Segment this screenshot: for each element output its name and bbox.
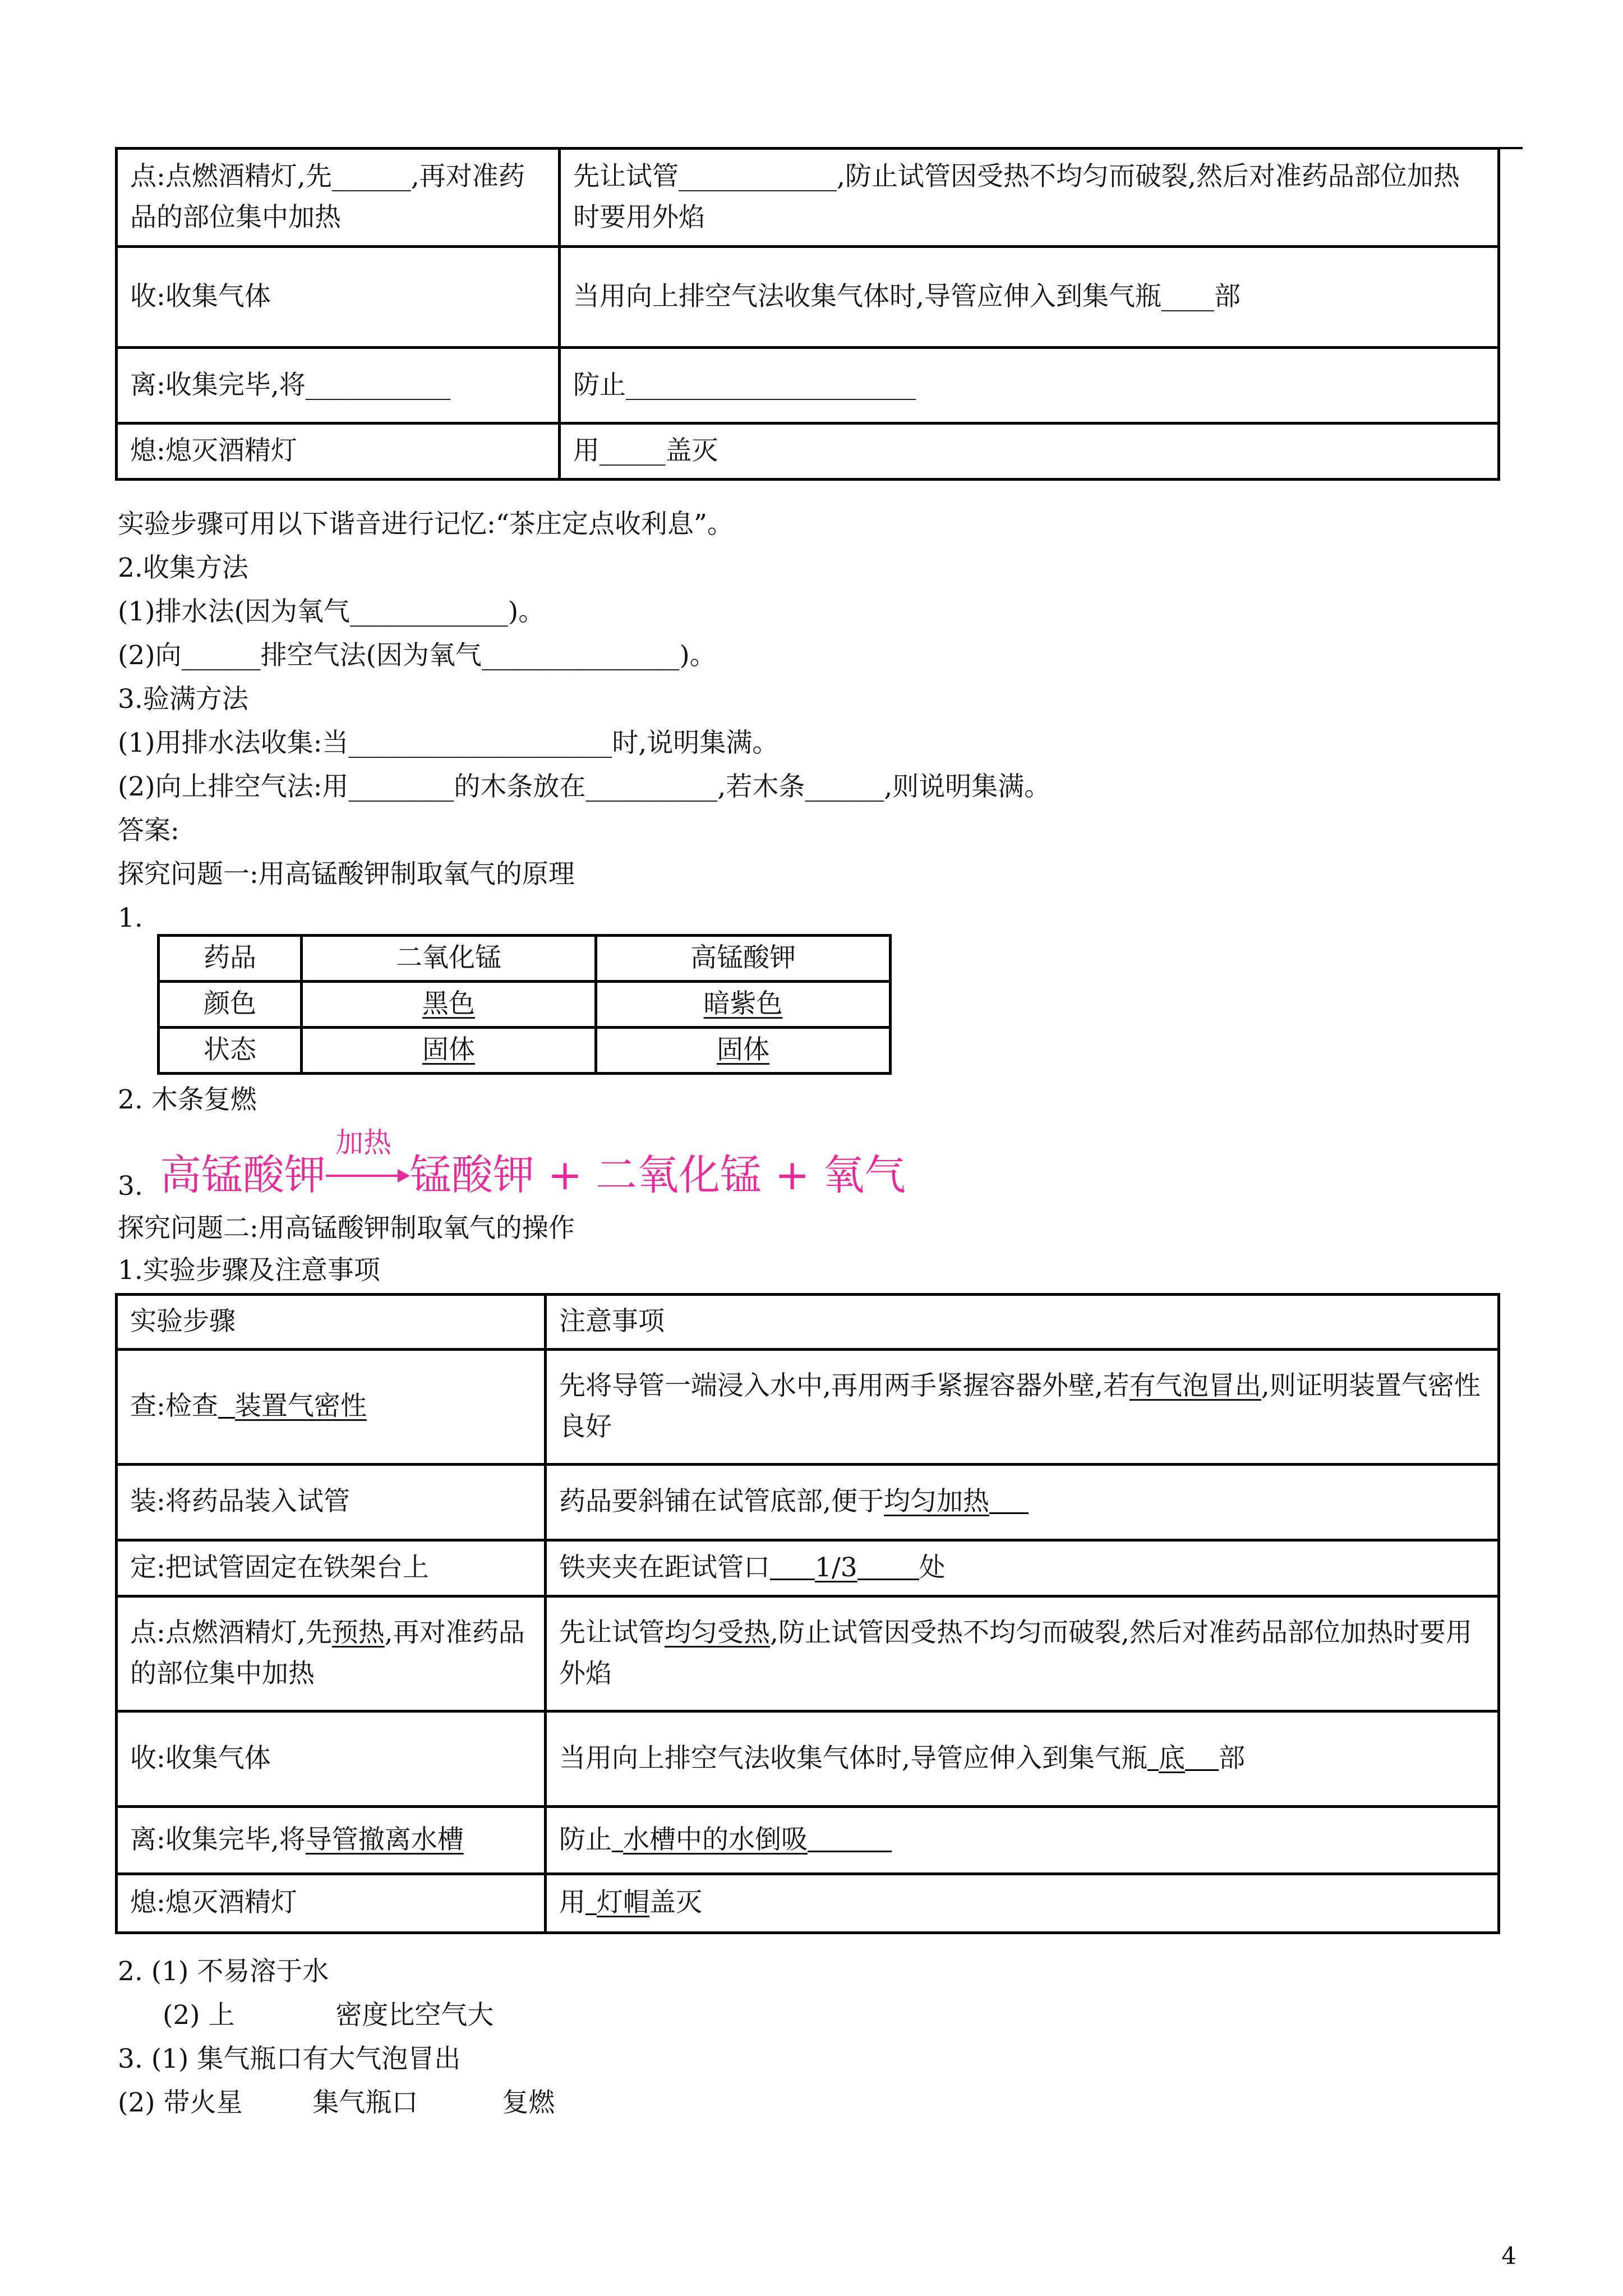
- step-cell: 熄:熄灭酒精灯: [117, 424, 560, 480]
- answer-line: 2. (1) 不易溶于水: [118, 1956, 329, 1987]
- question-line: (1)排水法(因为氧气____________)。: [118, 596, 545, 627]
- step-cell: 点:点燃酒精灯,先______,再对准药品的部位集中加热: [117, 149, 560, 247]
- note-cell: 当用向上排空气法收集气体时,导管应伸入到集气瓶____部: [560, 247, 1499, 348]
- item-number: 1.: [118, 903, 143, 933]
- step-cell: [117, 1596, 546, 1711]
- step-text: 查:检查: [130, 1391, 218, 1422]
- note-cell: [546, 1596, 1499, 1711]
- answer-text: 导管撤离水槽: [305, 1824, 464, 1855]
- item-number: 3.: [118, 1171, 143, 1202]
- note-text: 药品要斜铺在试管底部,便于: [559, 1486, 884, 1517]
- step-text: 点:点燃酒精灯,先: [130, 1617, 332, 1648]
- answer-text: 底: [1158, 1742, 1185, 1774]
- note-text: 先让试管: [559, 1617, 665, 1648]
- note-cell: [546, 1806, 1499, 1874]
- note-cell: 防止______________________: [560, 348, 1499, 424]
- answers-label: 答案:: [118, 815, 179, 846]
- reaction-arrow-icon: [326, 1157, 410, 1198]
- answer-text: 暗紫色: [703, 988, 783, 1019]
- section-heading: 3.验满方法: [118, 684, 248, 715]
- header-cell: 药品: [159, 936, 302, 982]
- answer-text: 均匀加热: [883, 1486, 989, 1517]
- step-cell: [117, 1806, 546, 1874]
- note-text: 用: [559, 1887, 585, 1918]
- mnemonic-text: 实验步骤可用以下谐音进行记忆:“茶庄定点收利息”。: [118, 509, 734, 540]
- step-text: ,再对准药品的部位集中加热: [130, 1617, 525, 1689]
- properties-table: [157, 934, 892, 1075]
- header-cell: 二氧化锰: [302, 936, 596, 982]
- note-text: 防止: [559, 1824, 612, 1855]
- row-label: 颜色: [159, 981, 302, 1027]
- answer-text: 均匀受热: [665, 1617, 770, 1648]
- question-line: (2)向上排空气法:用________的木条放在__________,若木条______,则说明集满。: [118, 771, 1051, 802]
- table-row: [117, 1540, 1499, 1596]
- note-cell: [546, 1874, 1499, 1932]
- reaction-condition: 加热: [335, 1126, 391, 1159]
- step-cell: 离:收集完毕,将___________: [117, 348, 560, 424]
- reactant: 高锰酸钾: [160, 1151, 326, 1199]
- table-row: [117, 1711, 1499, 1806]
- page-number: 4: [1501, 2242, 1516, 2270]
- answer-text: 复燃: [502, 2087, 555, 2118]
- table-row: [117, 149, 1499, 247]
- table-row: [117, 1596, 1499, 1711]
- table-row: [117, 1806, 1499, 1874]
- header-cell: 高锰酸钾: [596, 936, 891, 982]
- reaction-equation: [160, 1144, 906, 1207]
- answer-text: 集气瓶口: [312, 2087, 418, 2118]
- answer-line: 3. (1) 集气瓶口有大气泡冒出: [118, 2044, 461, 2074]
- answer-text: (2) 上: [163, 2000, 235, 2031]
- table-row: [117, 1464, 1499, 1540]
- table-cell: [596, 981, 891, 1027]
- note-cell: [546, 1349, 1499, 1464]
- table-row: [159, 1027, 891, 1073]
- table-row: [159, 981, 891, 1027]
- answer-text: 有气泡冒出: [1129, 1370, 1261, 1401]
- table-row: [117, 1295, 1499, 1350]
- answer-line: 2. 木条复燃: [118, 1084, 257, 1115]
- question-line: (2)向______排空气法(因为氧气_______________)。: [118, 640, 716, 671]
- answer-text: 预热: [331, 1617, 385, 1648]
- section-heading: 探究问题二:用高锰酸钾制取氧气的操作: [118, 1213, 575, 1244]
- note-text: 处: [919, 1552, 946, 1583]
- note-cell: 用_____盖灭: [560, 424, 1499, 480]
- step-text: 离:收集完毕,将: [130, 1824, 306, 1855]
- step-cell: 装:将药品装入试管: [117, 1464, 546, 1540]
- note-text: 先将导管一端浸入水中,再用两手紧握容器外壁,若: [559, 1370, 1129, 1401]
- answer-text: 黑色: [422, 988, 475, 1019]
- answer-line: [163, 1996, 494, 2036]
- table-row: [117, 247, 1499, 348]
- table-cell: [302, 1027, 596, 1073]
- steps-answer-table: [115, 1293, 1500, 1934]
- answer-text: (2) 带火星: [118, 2087, 243, 2118]
- note-cell: 先让试管____________,防止试管因受热不均匀而破裂,然后对准药品部位加热时要用外焰: [560, 149, 1499, 247]
- note-text: 盖灭: [649, 1887, 702, 1918]
- answer-text: 密度比空气大: [335, 2000, 494, 2031]
- note-text: ,防止试管因受热不均匀而破裂,然后对准药品部位加热时要用外焰: [559, 1617, 1472, 1689]
- note-cell: [546, 1711, 1499, 1806]
- table-row: [117, 1349, 1499, 1464]
- answer-text: 固体: [422, 1034, 475, 1065]
- section-heading: 2.收集方法: [118, 553, 248, 583]
- section-heading: 探究问题一:用高锰酸钾制取氧气的原理: [118, 859, 575, 890]
- step-cell: [117, 1349, 546, 1464]
- table-row: [159, 936, 891, 982]
- question-line: (1)用排水法收集:当____________________时,说明集满。: [118, 728, 779, 758]
- note-text: ,则证明装置气密性良好: [559, 1370, 1481, 1442]
- answer-text: 1/3: [815, 1552, 857, 1583]
- step-cell: 收:收集气体: [117, 1711, 546, 1806]
- answer-text: 灯帽: [597, 1887, 649, 1918]
- note-text: 部: [1218, 1742, 1245, 1774]
- answer-line: [118, 2083, 555, 2123]
- table-row: [117, 348, 1499, 424]
- step-cell: 熄:熄灭酒精灯: [117, 1874, 546, 1932]
- table-cell: [302, 981, 596, 1027]
- answer-text: 固体: [717, 1034, 769, 1065]
- row-label: 状态: [159, 1027, 302, 1073]
- step-cell: 定:把试管固定在铁架台上: [117, 1540, 546, 1596]
- note-text: 铁夹夹在距试管口: [559, 1552, 770, 1583]
- header-cell: 注意事项: [546, 1295, 1499, 1350]
- table-row: [117, 1874, 1499, 1932]
- note-cell: [546, 1540, 1499, 1596]
- steps-exercise-table: [115, 147, 1500, 481]
- table-row: [117, 424, 1499, 480]
- answer-text: 水槽中的水倒吸: [623, 1824, 808, 1855]
- header-cell: 实验步骤: [117, 1295, 546, 1350]
- products: 锰酸钾 + 二氧化锰 + 氧气: [410, 1151, 906, 1199]
- note-text: 当用向上排空气法收集气体时,导管应伸入到集气瓶: [559, 1742, 1147, 1774]
- note-cell: [546, 1464, 1499, 1540]
- section-heading: 1.实验步骤及注意事项: [118, 1255, 380, 1286]
- table-cell: [596, 1027, 891, 1073]
- answer-text: 装置气密性: [234, 1391, 367, 1422]
- step-cell: 收:收集气体: [117, 247, 560, 348]
